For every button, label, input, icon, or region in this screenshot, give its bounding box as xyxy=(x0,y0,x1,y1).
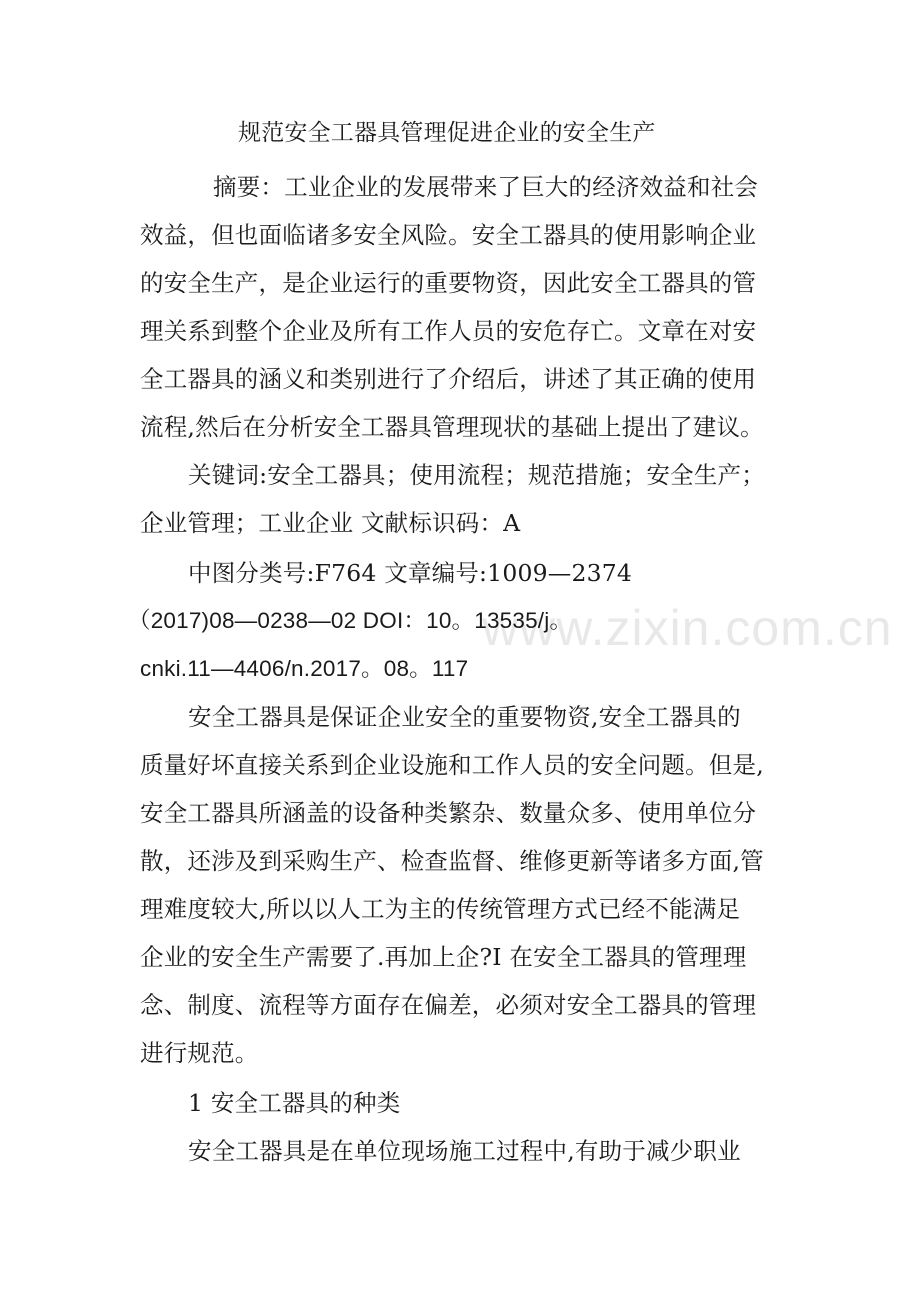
body-line: 散，还涉及到采购生产、检查监督、维修更新等诸多方面,管 xyxy=(140,847,764,875)
body-line: 安全工器具是保证企业安全的重要物资,安全工器具的 xyxy=(188,703,741,731)
body-line: 念、制度、流程等方面存在偏差，必须对安全工器具的管理 xyxy=(140,991,757,1019)
classification-line: 中图分类号:F764 文章编号:1009—2374 xyxy=(188,559,633,587)
abstract-line: 效益，但也面临诸多安全风险。安全工器具的使用影响企业 xyxy=(140,221,757,249)
classification-line: （2017)08—0238—02 DOI：10。13535/j。 xyxy=(128,608,573,633)
classification-line: cnki.11—4406/n.2017。08。117 xyxy=(140,656,469,681)
body-line: 安全工器具所涵盖的设备种类繁杂、数量众多、使用单位分 xyxy=(140,799,757,827)
body-line: 理难度较大,所以以人工为主的传统管理方式已经不能满足 xyxy=(140,895,741,923)
abstract-line: 的安全生产，是企业运行的重要物资，因此安全工器具的管 xyxy=(140,269,757,297)
body-line: 进行规范。 xyxy=(140,1039,259,1067)
abstract-line: 摘要：工业企业的发展带来了巨大的经济效益和社会 xyxy=(213,173,759,201)
section-heading: 1 安全工器具的种类 xyxy=(188,1089,401,1117)
keywords-line: 关键词:安全工器具；使用流程；规范措施；安全生产； xyxy=(188,461,765,489)
section-body-line: 安全工器具是在单位现场施工过程中,有助于减少职业 xyxy=(188,1137,741,1165)
body-line: 质量好坏直接关系到企业设施和工作人员的安全问题。但是, xyxy=(140,751,764,779)
keywords-line: 企业管理；工业企业 文献标识码：A xyxy=(140,509,521,537)
abstract-line: 流程,然后在分析安全工器具管理现状的基础上提出了建议。 xyxy=(140,413,764,441)
abstract-line: 全工器具的涵义和类别进行了介绍后，讲述了其正确的使用 xyxy=(140,365,757,393)
watermark: www.zixin.com.cn xyxy=(482,600,893,656)
document-title: 规范安全工器具管理促进企业的安全生产 xyxy=(238,120,656,146)
abstract-line: 理关系到整个企业及所有工作人员的安危存亡。文章在对安 xyxy=(140,317,757,345)
body-line: 企业的安全生产需要了.再加上企?I 在安全工器具的管理理 xyxy=(140,943,747,971)
